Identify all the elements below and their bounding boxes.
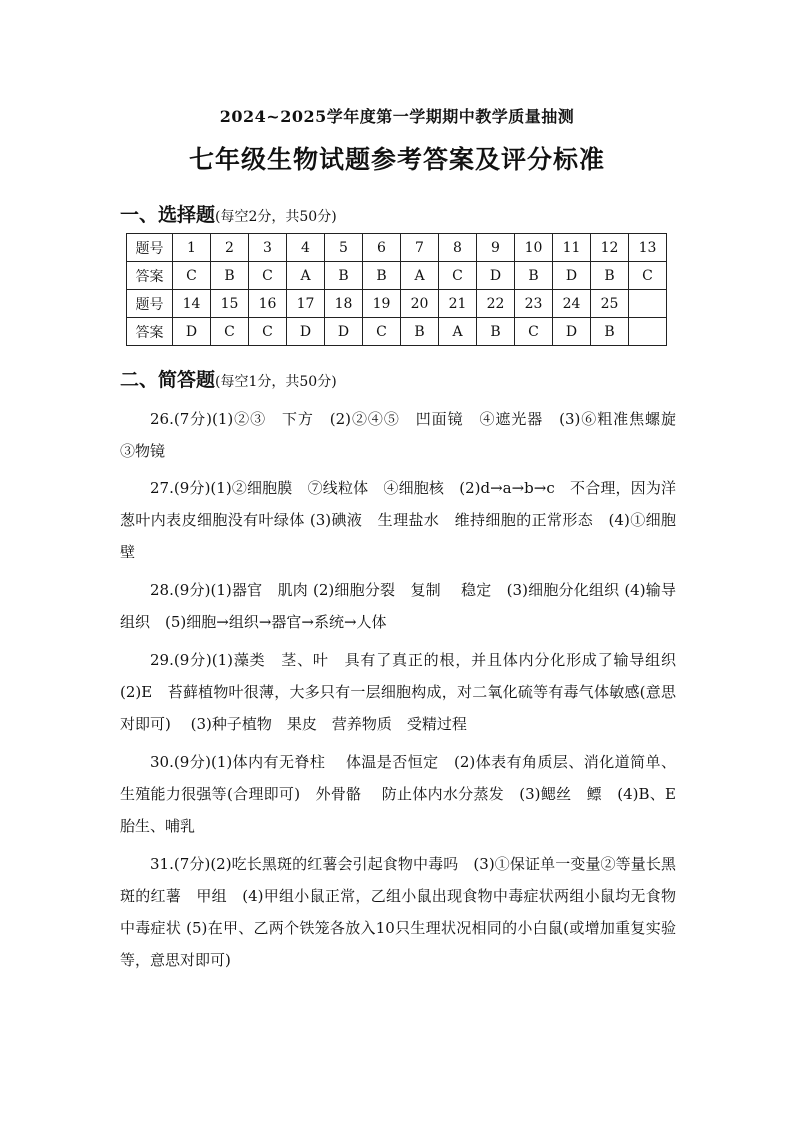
table-cell: 23 bbox=[515, 290, 553, 318]
row-label: 答案 bbox=[127, 262, 173, 290]
table-cell: 22 bbox=[477, 290, 515, 318]
table-cell: A bbox=[401, 262, 439, 290]
row-label: 题号 bbox=[127, 234, 173, 262]
table-cell: 4 bbox=[287, 234, 325, 262]
section-choice-title: 一、选择题 bbox=[120, 204, 216, 226]
table-cell: A bbox=[287, 262, 325, 290]
table-cell: C bbox=[249, 318, 287, 346]
table-cell: 24 bbox=[553, 290, 591, 318]
table-cell: 20 bbox=[401, 290, 439, 318]
table-cell: D bbox=[477, 262, 515, 290]
table-cell: B bbox=[325, 262, 363, 290]
table-cell: D bbox=[553, 318, 591, 346]
table-cell: 10 bbox=[515, 234, 553, 262]
table-cell bbox=[629, 290, 667, 318]
answer-31: 31.(7分)(2)吃长黑斑的红薯会引起食物中毒吗 (3)①保证单一变量②等量长黑斑的红薯 甲组 (4)甲组小鼠正常，乙组小鼠出现食物中毒症状两组小鼠均无食物中毒症状 (5)在甲、乙两个铁笼各放入10只生理状况相同的小白鼠(或增加重复实验等，意思对即可) bbox=[120, 855, 676, 969]
row-label: 题号 bbox=[127, 290, 173, 318]
table-cell: 8 bbox=[439, 234, 477, 262]
table-cell: C bbox=[439, 262, 477, 290]
table-cell: 5 bbox=[325, 234, 363, 262]
table-cell: B bbox=[591, 262, 629, 290]
table-cell: C bbox=[515, 318, 553, 346]
table-cell: D bbox=[287, 318, 325, 346]
table-cell: 11 bbox=[553, 234, 591, 262]
table-row bbox=[127, 262, 667, 290]
answer-29: 29.(9分)(1)藻类 茎、叶 具有了真正的根，并且体内分化形成了输导组织 (2)E 苔藓植物叶很薄，大多只有一层细胞构成，对二氧化硫等有毒气体敏感(意思对即可) (3)种子植物 果皮 营养物质 受精过程 bbox=[120, 651, 692, 733]
table-cell: 13 bbox=[629, 234, 667, 262]
exam-subtitle: 2024~2025学年度第一学期期中教学质量抽测 bbox=[219, 107, 575, 126]
table-cell: B bbox=[401, 318, 439, 346]
section-choice-heading bbox=[120, 200, 337, 227]
table-cell: A bbox=[439, 318, 477, 346]
section-choice-note: (每空2分，共50分) bbox=[215, 209, 337, 225]
page-title: 七年级生物试题参考答案及评分标准 bbox=[188, 145, 605, 174]
table-cell: 21 bbox=[439, 290, 477, 318]
table-cell: B bbox=[515, 262, 553, 290]
table-row bbox=[127, 234, 667, 262]
table-cell: 7 bbox=[401, 234, 439, 262]
answer-26: 26.(7分)(1)②③ 下方 (2)②④⑤ 凹面镜 ④遮光器 (3)⑥粗准焦螺旋 ③物镜 bbox=[120, 410, 692, 460]
answer-30: 30.(9分)(1)体内有无脊柱 体温是否恒定 (2)体表有角质层、消化道简单、生殖能力很强等(合理即可) 外骨骼 防止体内水分蒸发 (3)鳃丝 鳔 (4)B、E 胎生、哺乳 bbox=[120, 753, 696, 835]
table-cell: C bbox=[173, 262, 211, 290]
table-cell: C bbox=[363, 318, 401, 346]
table-row bbox=[127, 290, 667, 318]
table-cell: D bbox=[173, 318, 211, 346]
table-cell: 6 bbox=[363, 234, 401, 262]
table-cell: B bbox=[591, 318, 629, 346]
table-cell: 18 bbox=[325, 290, 363, 318]
table-cell: C bbox=[629, 262, 667, 290]
section-short-heading bbox=[120, 365, 337, 392]
table-cell: 16 bbox=[249, 290, 287, 318]
answer-28: 28.(9分)(1)器官 肌肉 (2)细胞分裂 复制 稳定 (3)细胞分化组织 (4)输导组织 (5)细胞→组织→器官→系统→人体 bbox=[120, 581, 676, 631]
section-short-note: (每空1分，共50分) bbox=[215, 374, 337, 390]
table-cell: 25 bbox=[591, 290, 629, 318]
section-short-title: 二、简答题 bbox=[120, 369, 216, 391]
table-row bbox=[127, 318, 667, 346]
table-cell: 3 bbox=[249, 234, 287, 262]
table-cell: C bbox=[249, 262, 287, 290]
table-cell: B bbox=[363, 262, 401, 290]
table-cell: 15 bbox=[211, 290, 249, 318]
table-cell: D bbox=[553, 262, 591, 290]
row-label: 答案 bbox=[127, 318, 173, 346]
table-cell: 17 bbox=[287, 290, 325, 318]
table-cell: 1 bbox=[173, 234, 211, 262]
table-cell: 12 bbox=[591, 234, 629, 262]
table-cell: B bbox=[211, 262, 249, 290]
answer-table bbox=[126, 233, 667, 346]
table-cell: D bbox=[325, 318, 363, 346]
table-cell: B bbox=[477, 318, 515, 346]
answer-27: 27.(9分)(1)②细胞膜 ⑦线粒体 ④细胞核 (2)d→a→b→c 不合理，因为洋葱叶内表皮细胞没有叶绿体 (3)碘液 生理盐水 维持细胞的正常形态 (4)①细胞壁 bbox=[120, 479, 676, 561]
table-cell: C bbox=[211, 318, 249, 346]
table-cell: 2 bbox=[211, 234, 249, 262]
table-cell bbox=[629, 318, 667, 346]
table-cell: 19 bbox=[363, 290, 401, 318]
table-cell: 14 bbox=[173, 290, 211, 318]
table-cell: 9 bbox=[477, 234, 515, 262]
